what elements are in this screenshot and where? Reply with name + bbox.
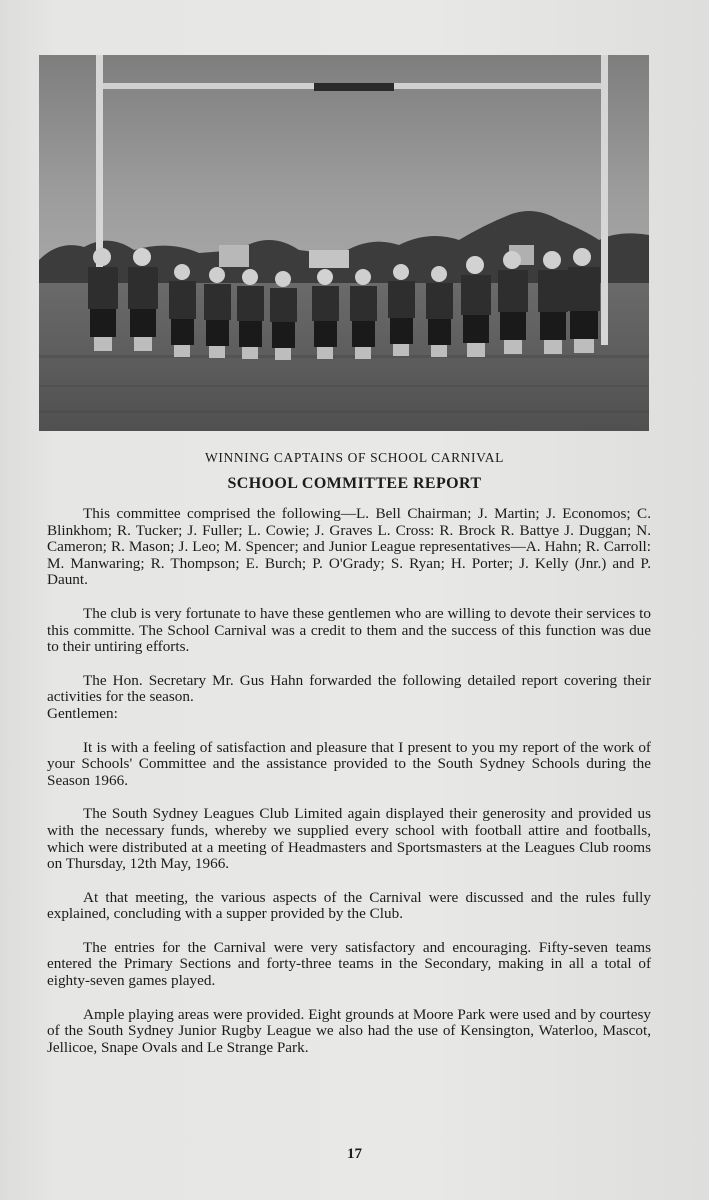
section-heading: SCHOOL COMMITTEE REPORT: [227, 475, 482, 492]
paragraph-satisfaction: It is with a feeling of satisfaction and pleasure that I present to you my report of the work of your Schools' Committee and the assistance provided to the South Sydney Schools during the Season 1966.: [47, 738, 651, 789]
report-body: [47, 506, 651, 1073]
paragraph-entries: The entries for the Carnival were very satisfactory and encouraging. Fifty-seven teams entered the Primary Sections and forty-three teams in the Secondary, making in all a total of eighty-seven games played.: [47, 938, 651, 990]
salutation: Gentlemen:: [47, 704, 118, 722]
paragraph-committee-members: This committee comprised the following—L. Bell Chairman; J. Martin; J. Economos; C. Blinkhom; R. Tucker; J. Fuller; L. Cowie; J. Graves L. Cross: R. Brock R. Battye J. Duggan; N. Cameron; R. Mason; J. Leo; M. Spencer; and Junior League representatives—A. Hahn; R. Carroll: M. Manwaring; R. Thompson; E. Burch; P. O'Grady; S. Ryan; H. Porter; J. Kelly (Jnr.) and P. Daunt.: [47, 505, 651, 589]
team-photograph: [39, 55, 649, 431]
page-number: 17: [347, 1146, 362, 1162]
paragraph-meeting: At that meeting, the various aspects of the Carnival were discussed and the rules fully explained, concluding with a supper provided by the Club.: [47, 888, 651, 923]
paragraph-hon-secretary: The Hon. Secretary Mr. Gus Hahn forwarded the following detailed report covering their activities for the season.: [47, 671, 651, 706]
paragraph-playing-areas: Ample playing areas were provided. Eight grounds at Moore Park were used and by courtesy of the South Sydney Junior Rugby League we also had the use of Kensington, Waterloo, Mascot, Jellicoe, Snape Ovals and Le Strange Park.: [47, 1005, 651, 1056]
paragraph-club-fortunate: The club is very fortunate to have these gentlemen who are willing to devote their services to this committe. The School Carnival was a credit to them and the success of this function was due to their untiring efforts.: [47, 604, 651, 656]
paragraph-leagues-club: The South Sydney Leagues Club Limited again displayed their generosity and provided us with the necessary funds, whereby we supplied every school with football attire and footballs, which were distributed at a meeting of Headmasters and Sportsmasters at the Leagues Club rooms on Thursday, 12th May, 1966.: [47, 805, 651, 873]
photo-caption: WINNING CAPTAINS OF SCHOOL CARNIVAL: [205, 450, 504, 465]
